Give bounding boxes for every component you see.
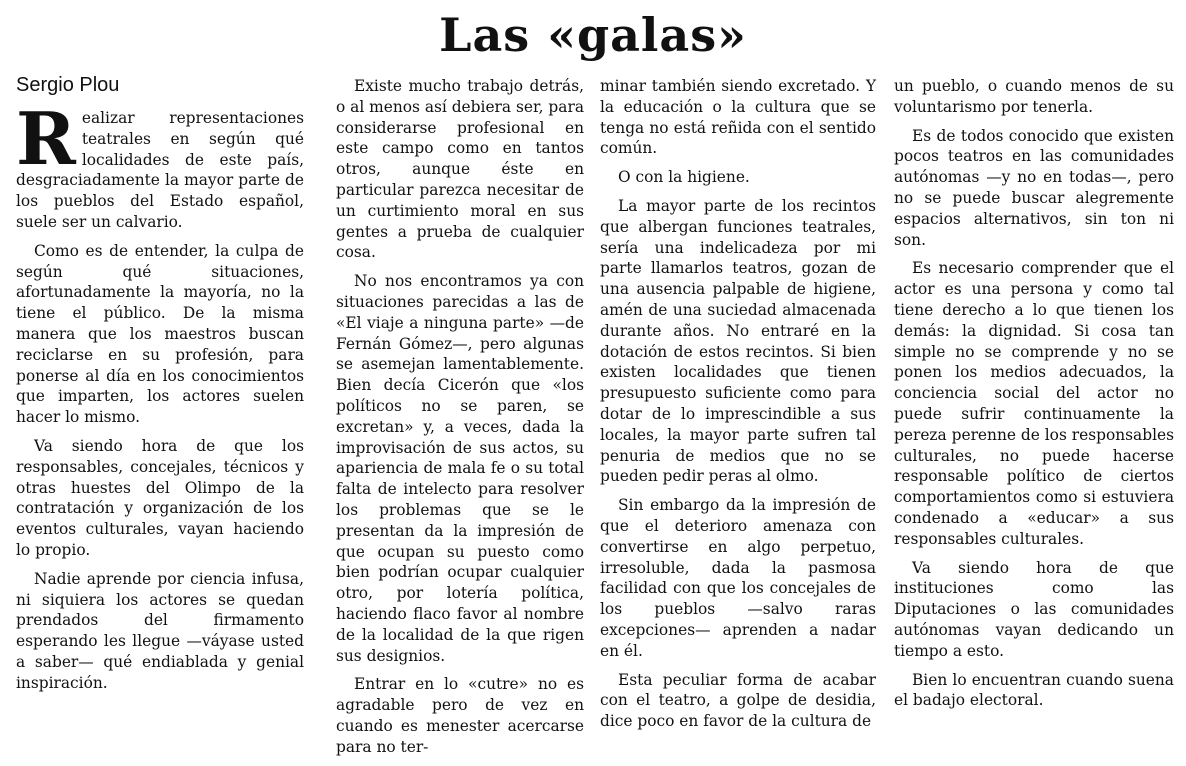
paragraph: un pueblo, o cuando menos de su voluntarismo por tenerla. (894, 77, 1174, 116)
paragraph: Entrar en lo «cutre» no es agradable pero de vez en cuando es menester acercarse para no ter- (336, 675, 584, 756)
paragraph: La mayor parte de los recintos que albergan funciones teatrales, sería una indelicadeza por mi parte llamarlos teatros, gozan de una ausencia palpable de higiene, amén de una suciedad almacenada durante años. No entraré en la dotación de estos recintos. Si bien existen localidades que tienen presupuesto suficiente como para dotar de lo imprescindible a sus locales, la mayor parte sufren tal penuria de medios que no se pueden pedir peras al olmo. (600, 196, 876, 486)
article-author: Sergio Plou (16, 74, 120, 96)
column-4 (894, 76, 1174, 719)
column-3 (600, 76, 876, 740)
paragraph (16, 96, 304, 233)
paragraph: O con la higiene. (618, 168, 750, 187)
column-2 (336, 76, 584, 766)
article-title: Las «galas» (439, 8, 747, 62)
paragraph: Es de todos conocido que existen pocos teatros en las comunidades autónomas —y no en todas—, pero no se puede buscar alegremente espacios alternativos, sin ton ni son. (894, 126, 1174, 249)
paragraph-text: ealizar representaciones teatrales en según qué localidades de este país, desgraciadamente la mayor parte de los pueblos del Estado español, suele ser un calvario. (16, 109, 304, 231)
paragraph: Va siendo hora de que instituciones como las Diputaciones o las comunidades autónomas vayan dedicando un tiempo a esto. (894, 558, 1174, 660)
paragraph: Bien lo encuentran cuando suena el badajo electoral. (894, 670, 1174, 710)
paragraph: Existe mucho trabajo detrás, o al menos así debiera ser, para considerarse profesional en este campo como en tantos otros, aunque éste en particular parezca necesitar de un curtimiento moral en sus gentes a prueba de cualquier cosa. (336, 77, 584, 262)
paragraph: Sin embargo da la impresión de que el deterioro amenaza con convertirse en algo perpetuo, irresoluble, dada la pasmosa facilidad con que los concejales de los pueblos —salvo raras excepciones— aprenden a nadar en él. (600, 496, 876, 660)
paragraph: Como es de entender, la culpa de según qué situaciones, afortunadamente la mayoría, no la tiene el público. De la misma manera que los maestros buscan reciclarse en su profesión, para ponerse al día en los conocimientos que imparten, los actores suelen hacer lo mismo. (16, 241, 304, 427)
paragraph: Va siendo hora de que los responsables, concejales, técnicos y otras huestes del Olimpo de la contratación y organización de los eventos culturales, vayan haciendo lo propio. (16, 436, 304, 559)
paragraph: Esta peculiar forma de acabar con el teatro, a golpe de desidia, dice poco en favor de la cultura de (600, 670, 876, 731)
paragraph: Nadie aprende por ciencia infusa, ni siquiera los actores se quedan prendados del firmamento esperando les llegue —váyase usted a saber— qué endiablada y genial inspiración. (16, 569, 304, 692)
paragraph: Es necesario comprender que el actor es una persona y como tal tiene derecho a lo que tienen los demás: la dignidad. Si cosa tan simple no se comprende y no se ponen los medios adecuados, la conciencia social del actor no puede sufrir continuamente la pereza perenne de los responsables culturales, no puede hacerse responsable político de ciertos comportamientos como si estuviera condenado a «educar» a sus responsables culturales. (894, 259, 1174, 548)
drop-cap: R (16, 96, 76, 181)
paragraph: No nos encontramos ya con situaciones parecidas a las de «El viaje a ninguna parte» —de Fernán Gómez—, pero algunas se asemejan lamentablemente. Bien decía Cicerón que «los políticos no se paren, se excretan» y, a veces, dada la improvisación de sus actos, su apariencia de mala fe o su total falta de intelecto para resolver los problemas que se le presentan da la impresión de que ocupan su puesto como bien podrían ocupar cualquier otro, por lotería política, haciendo flaco favor al nombre de la localidad de la que rigen sus designios. (336, 272, 584, 665)
column-1 (16, 96, 304, 702)
paragraph: minar también siendo excretado. Y la educación o la cultura que se tenga no está reñida con el sentido común. (600, 77, 876, 158)
